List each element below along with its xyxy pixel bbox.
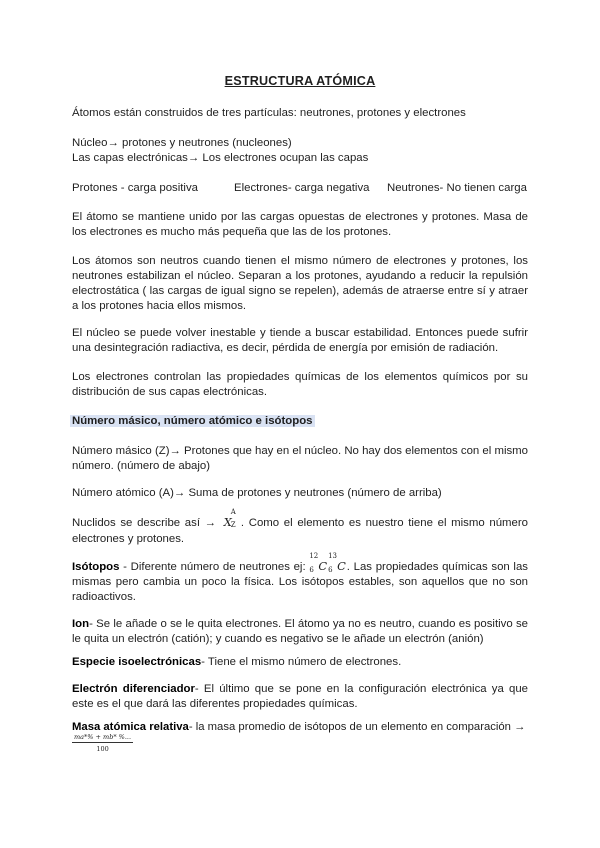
c13-symbol: C xyxy=(337,559,346,573)
capas-line: Las capas electrónicas→ Los electrones ocupan las capas xyxy=(72,152,369,164)
section-heading-text: Número másico, número atómico e isótopos xyxy=(72,415,313,427)
page-title: ESTRUCTURA ATÓMICA xyxy=(224,74,376,88)
masa-relativa-term: Masa atómica relativa xyxy=(72,721,189,733)
carbon-12-notation xyxy=(309,552,328,574)
c13-atomic-number: 6 xyxy=(328,566,333,574)
masico-paragraph: Número másico (Z)→ Protones que hay en el núcleo. No hay dos elementos con el mismo número. (número de abajo) xyxy=(72,445,528,472)
protones-charge: Protones - carga positiva xyxy=(72,182,198,194)
electrones-charge: Electrones- carga negativa xyxy=(234,182,370,194)
nuclide-notation xyxy=(223,508,236,530)
masa-relativa-paragraph xyxy=(72,720,528,735)
isotopos-before: - Diferente número de neutrones ej: xyxy=(119,561,306,573)
nuclide-sub: Z xyxy=(230,521,236,529)
c13-mass: 13 xyxy=(328,552,337,560)
formula-numerator: ma*% + mb* %... xyxy=(74,733,132,741)
nuclidos-paragraph xyxy=(72,508,528,547)
isotopos-term: Isótopos xyxy=(72,561,120,573)
inestable-paragraph: El núcleo se puede volver inestable y tiende a buscar estabilidad. Entonces puede sufrir una desintegración radiactiva, es decir, pérdida de energía por emisión de radiación. xyxy=(72,327,528,354)
charges-row xyxy=(72,181,528,196)
formula-denominator: 100 xyxy=(96,745,109,753)
nuclidos-before: Nuclidos se describe así → xyxy=(72,517,217,529)
ion-paragraph xyxy=(72,617,528,647)
neutros-paragraph: Los átomos son neutros cuando tienen el mismo número de electrones y protones, los neutrones estabilizan el núcleo. Separan a los protones, ayudando a reducir la repulsión electrostática ( las cargas de igual signo se repelen), además de atraerse entre sí y atraer a los protones hacia ellos mismos. xyxy=(72,255,528,312)
especie-term: Especie isoelectrónicas xyxy=(72,656,202,668)
especie-text: - Tiene el mismo número de electrones. xyxy=(201,656,402,668)
electrones-paragraph: Los electrones controlan las propiedades químicas de los elementos químicos por su distribución de sus capas electrónicas. xyxy=(72,371,528,398)
isotopos-after: . Las propiedades químicas son las mismas pero cambia un poco la física. Los isótopos estables, son aquellos que no son radioactivos. xyxy=(72,561,528,603)
diferenciador-text: - El último que se pone en la configuración electrónica ya que este es el que dará las diferentes propiedades químicas. xyxy=(72,683,528,710)
union-paragraph: El átomo se mantiene unido por las cargas opuestas de electrones y protones. Masa de los electrones es mucho más pequeña que las de los protones. xyxy=(72,211,528,238)
diferenciador-paragraph xyxy=(72,682,528,712)
neutrones-charge: Neutrones- No tienen carga xyxy=(387,182,527,194)
atomico-paragraph: Número atómico (A)→ Suma de protones y neutrones (número de arriba) xyxy=(72,487,442,499)
nuclide-symbol: X xyxy=(223,515,232,529)
nuclidos-after: . Como el elemento es nuestro tiene el mismo número electrones y protones. xyxy=(72,517,528,545)
nucleo-line: Núcleo→ protones y neutrones (nucleones) xyxy=(72,137,292,149)
c12-atomic-number: 6 xyxy=(309,566,314,574)
c12-mass: 12 xyxy=(309,552,319,560)
nuclide-sup: A xyxy=(230,508,236,516)
diferenciador-term: Electrón diferenciador xyxy=(72,683,195,695)
ion-text: - Se le añade o se le quita electrones. El átomo ya no es neutro, cuando es positivo se le quita un electrón (catión); y cuando es negativo se le añade un electrón (anión) xyxy=(72,618,528,645)
ion-term: Ion xyxy=(72,618,90,630)
carbon-13-notation xyxy=(328,552,346,574)
isotopos-paragraph xyxy=(72,552,528,605)
intro-paragraph: Átomos están construidos de tres partículas: neutrones, protones y electrones xyxy=(72,107,466,119)
masa-relativa-formula xyxy=(72,733,133,753)
section-heading xyxy=(72,414,528,429)
masa-relativa-text: - la masa promedio de isótopos de un elemento en comparación → xyxy=(188,721,526,733)
c12-symbol: C xyxy=(318,559,328,573)
especie-paragraph xyxy=(72,655,528,670)
